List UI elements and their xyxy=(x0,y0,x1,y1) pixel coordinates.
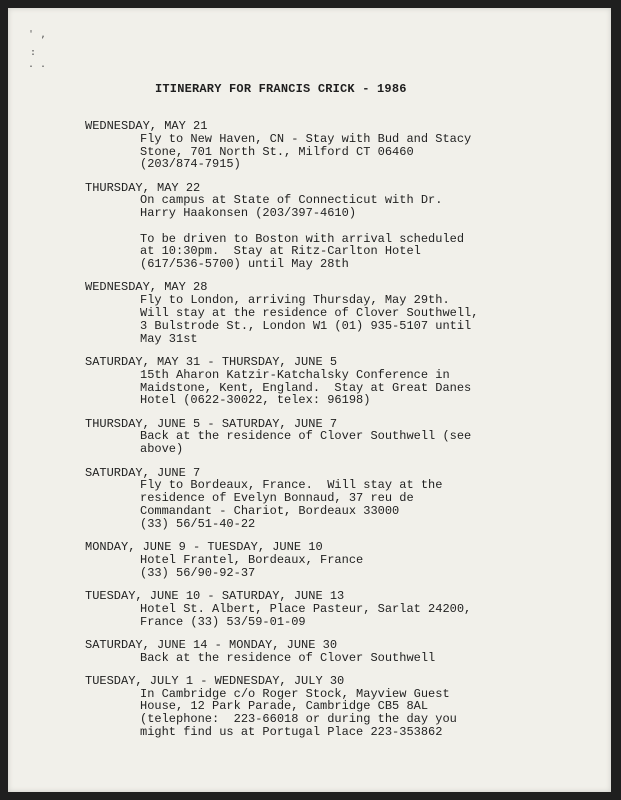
entry-date: THURSDAY, MAY 22 xyxy=(85,180,201,195)
entry-line: might find us at Portugal Place 223-353862 xyxy=(140,725,443,740)
itinerary-entry xyxy=(85,182,585,271)
entry-line: (617/536-5700) until May 28th xyxy=(140,257,349,272)
entry-details xyxy=(140,133,585,171)
itinerary-entry xyxy=(85,541,585,579)
entry-details xyxy=(140,479,585,530)
itinerary-entry xyxy=(85,120,585,171)
entry-date: WEDNESDAY, MAY 28 xyxy=(85,280,208,295)
entry-line: residence of Evelyn Bonnaud, 37 reu de xyxy=(140,491,414,506)
entry-line: Back at the residence of Clover Southwell xyxy=(140,650,436,665)
entry-details xyxy=(140,194,585,270)
entry-details xyxy=(140,554,585,580)
entry-paragraph xyxy=(140,294,585,345)
entry-paragraph xyxy=(140,688,585,739)
entry-date: TUESDAY, JULY 1 - WEDNESDAY, JULY 30 xyxy=(85,673,345,688)
itinerary-entry xyxy=(85,639,585,665)
entry-paragraph xyxy=(140,479,585,530)
entry-line: Hotel Frantel, Bordeaux, France xyxy=(140,552,364,567)
entry-paragraph xyxy=(140,369,585,407)
entry-line: 15th Aharon Katzir-Katchalsky Conference in xyxy=(140,367,450,382)
entry-paragraph xyxy=(140,652,585,665)
entry-details xyxy=(140,369,585,407)
entry-date: SATURDAY, JUNE 14 - MONDAY, JUNE 30 xyxy=(85,637,338,652)
entry-date: THURSDAY, JUNE 5 - SATURDAY, JUNE 7 xyxy=(85,416,338,431)
entry-line: Fly to London, arriving Thursday, May 29th. xyxy=(140,293,450,308)
entry-paragraph xyxy=(140,194,585,220)
entry-details xyxy=(140,688,585,739)
entry-line: Maidstone, Kent, England. Stay at Great Danes xyxy=(140,380,472,395)
entry-date: SATURDAY, JUNE 7 xyxy=(85,465,201,480)
itinerary-entries xyxy=(85,120,585,749)
entry-line: (203/874-7915) xyxy=(140,157,241,172)
entry-paragraph xyxy=(140,603,585,629)
entry-details xyxy=(140,652,585,665)
entry-line: Hotel St. Albert, Place Pasteur, Sarlat 24200, xyxy=(140,601,472,616)
entry-line: House, 12 Park Parade, Cambridge CB5 8AL xyxy=(140,699,429,714)
entry-line: Fly to New Haven, CN - Stay with Bud and Stacy xyxy=(140,131,472,146)
entry-line: On campus at State of Connecticut with Dr. xyxy=(140,193,443,208)
entry-paragraph xyxy=(140,430,585,456)
itinerary-entry xyxy=(85,281,585,345)
entry-date: TUESDAY, JUNE 10 - SATURDAY, JUNE 13 xyxy=(85,588,345,603)
margin-mark: : xyxy=(30,47,37,58)
entry-line: May 31st xyxy=(140,331,198,346)
margin-mark: ' , xyxy=(28,29,47,40)
entry-details xyxy=(140,294,585,345)
entry-line: (33) 56/90-92-37 xyxy=(140,565,256,580)
entry-details xyxy=(140,603,585,629)
entry-date: SATURDAY, MAY 31 - THURSDAY, JUNE 5 xyxy=(85,354,338,369)
entry-date: WEDNESDAY, MAY 21 xyxy=(85,119,208,133)
entry-line: Back at the residence of Clover Southwell (see xyxy=(140,429,472,444)
entry-date: MONDAY, JUNE 9 - TUESDAY, JUNE 10 xyxy=(85,540,323,555)
entry-paragraph xyxy=(140,554,585,580)
entry-line: Stone, 701 North St., Milford CT 06460 xyxy=(140,144,414,159)
entry-line: France (33) 53/59-01-09 xyxy=(140,614,306,629)
itinerary-entry xyxy=(85,356,585,407)
entry-paragraph xyxy=(140,133,585,171)
entry-line: (telephone: 223-66018 or during the day you xyxy=(140,712,457,727)
entry-line: In Cambridge c/o Roger Stock, Mayview Guest xyxy=(140,686,450,701)
itinerary-entry xyxy=(85,467,585,531)
entry-line: (33) 56/51-40-22 xyxy=(140,516,256,531)
entry-line: above) xyxy=(140,442,184,457)
entry-line: Fly to Bordeaux, France. Will stay at the xyxy=(140,478,443,493)
entry-line: at 10:30pm. Stay at Ritz-Carlton Hotel xyxy=(140,244,421,259)
entry-line: Harry Haakonsen (203/397-4610) xyxy=(140,206,357,221)
entry-line: Commandant - Chariot, Bordeaux 33000 xyxy=(140,503,400,518)
itinerary-entry xyxy=(85,418,585,456)
entry-line: Hotel (0622-30022, telex: 96198) xyxy=(140,393,371,408)
entry-line: To be driven to Boston with arrival scheduled xyxy=(140,231,465,246)
entry-details xyxy=(140,430,585,456)
margin-mark: . . xyxy=(28,59,47,70)
entry-line: Will stay at the residence of Clover Southwell, xyxy=(140,306,479,321)
itinerary-entry xyxy=(85,590,585,628)
itinerary-entry xyxy=(85,675,585,739)
itinerary-title: ITINERARY FOR FRANCIS CRICK - 1986 xyxy=(155,82,407,96)
entry-paragraph xyxy=(140,233,585,271)
entry-line: 3 Bulstrode St., London W1 (01) 935-5107 until xyxy=(140,318,472,333)
